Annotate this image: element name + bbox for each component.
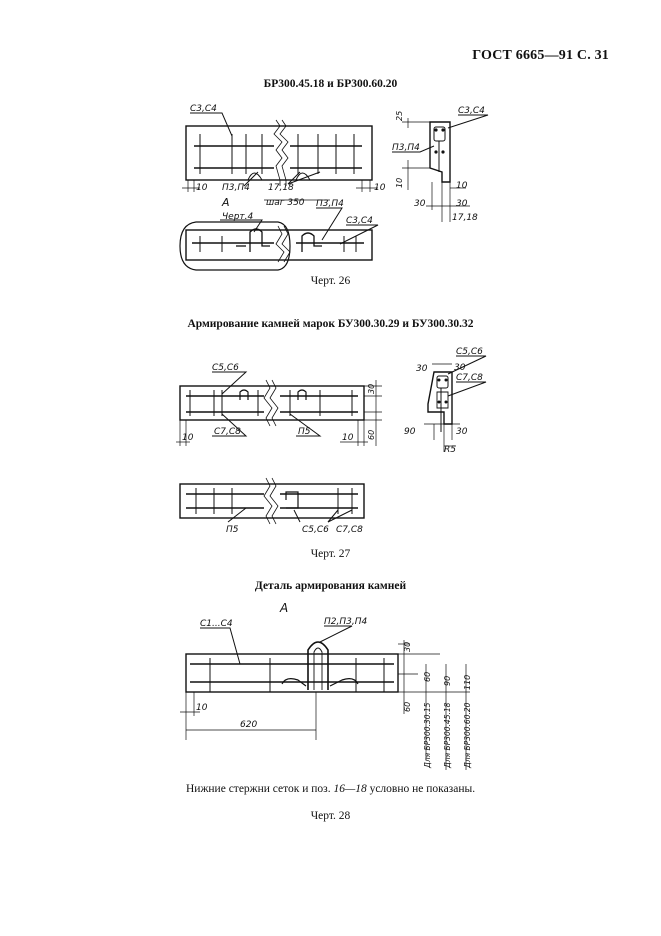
dim-30: 30: [403, 641, 412, 652]
label-c3c4: С3,С4: [190, 104, 217, 114]
radius-r5: R5: [444, 445, 456, 455]
label-c7c8: С7,С8: [456, 373, 483, 383]
dim-620: 620: [240, 720, 258, 730]
label-for-br30045-18: Для БР300.45.18: [443, 702, 452, 768]
page-header: ГОСТ 6665—91 С. 31: [472, 48, 609, 63]
label-c5c6: С5,С6: [456, 347, 483, 357]
dim-30: 30: [367, 383, 376, 394]
label-step: шаг 350: [266, 198, 305, 208]
dim-25: 25: [395, 110, 404, 121]
label-p5: П5: [298, 427, 311, 437]
label-p2p3p4: П2,П3,П4: [324, 617, 368, 627]
label-c7c8: С7,С8: [336, 525, 363, 535]
dim-60: 60: [367, 429, 376, 440]
dim-30: 30: [456, 199, 468, 209]
dim-30: 30: [414, 199, 426, 209]
drawing-27-elevation: [176, 363, 382, 446]
dim-60: 60: [423, 671, 432, 682]
dim-30: 30: [416, 364, 428, 374]
label-c3c4: С3,С4: [346, 216, 373, 226]
label-p5: П5: [226, 525, 239, 535]
drawing-26-section: [392, 106, 488, 223]
drawing-28-detail: [180, 601, 472, 770]
ref-label: Черт.4: [222, 212, 254, 222]
dim-10: 10: [196, 183, 208, 193]
section3-caption: Черт. 28: [310, 810, 351, 822]
label-for-br30030-15: Для БР300.30.15: [423, 702, 432, 768]
dim-10: 10: [456, 181, 468, 191]
dim-10: 10: [374, 183, 386, 193]
dim-60: 60: [403, 701, 412, 712]
label-1718: 17,18: [452, 213, 478, 223]
dim-90: 90: [443, 675, 452, 686]
label-c7c8: С7,С8: [214, 427, 241, 437]
drawing-note: Нижние стержни сеток и поз. 16—18 условно не показаны.: [186, 783, 476, 795]
label-p3p4: П3,П4: [392, 143, 420, 153]
label-c5c6: С5,С6: [302, 525, 329, 535]
dim-110: 110: [463, 674, 472, 690]
label-c5c6: С5,С6: [212, 363, 239, 373]
label-p3p4: П3,П4: [222, 183, 250, 193]
section1-title: БР300.45.18 и БР300.60.20: [263, 78, 398, 90]
view-label: А: [280, 601, 289, 615]
dim-30: 30: [454, 363, 466, 373]
label-c3c4: С3,С4: [458, 106, 485, 116]
section2-caption: Черт. 27: [310, 548, 351, 560]
drawing-26-elevation: [182, 104, 386, 208]
dim-30: 30: [456, 427, 468, 437]
section1-caption: Черт. 26: [310, 275, 351, 287]
view-label: А: [222, 196, 230, 209]
dim-10: 10: [182, 433, 194, 443]
dim-10: 10: [342, 433, 354, 443]
section2-title: Армирование камней марок БУ300.30.29 и БУ300.30.32: [187, 318, 474, 330]
dim-90: 90: [404, 427, 416, 437]
dim-10: 10: [395, 177, 404, 188]
section3-title: Деталь армирования камней: [254, 580, 407, 592]
drawing-27-section: [404, 347, 486, 455]
label-for-br30060-20: Для БР300.60.20: [463, 702, 472, 768]
dim-10: 10: [196, 703, 208, 713]
label-p3p4: П3,П4: [316, 199, 344, 209]
label-1718: 17,18: [268, 183, 294, 193]
label-c1c4: С1...С4: [200, 619, 233, 629]
drawing-27-plan: [180, 478, 364, 535]
